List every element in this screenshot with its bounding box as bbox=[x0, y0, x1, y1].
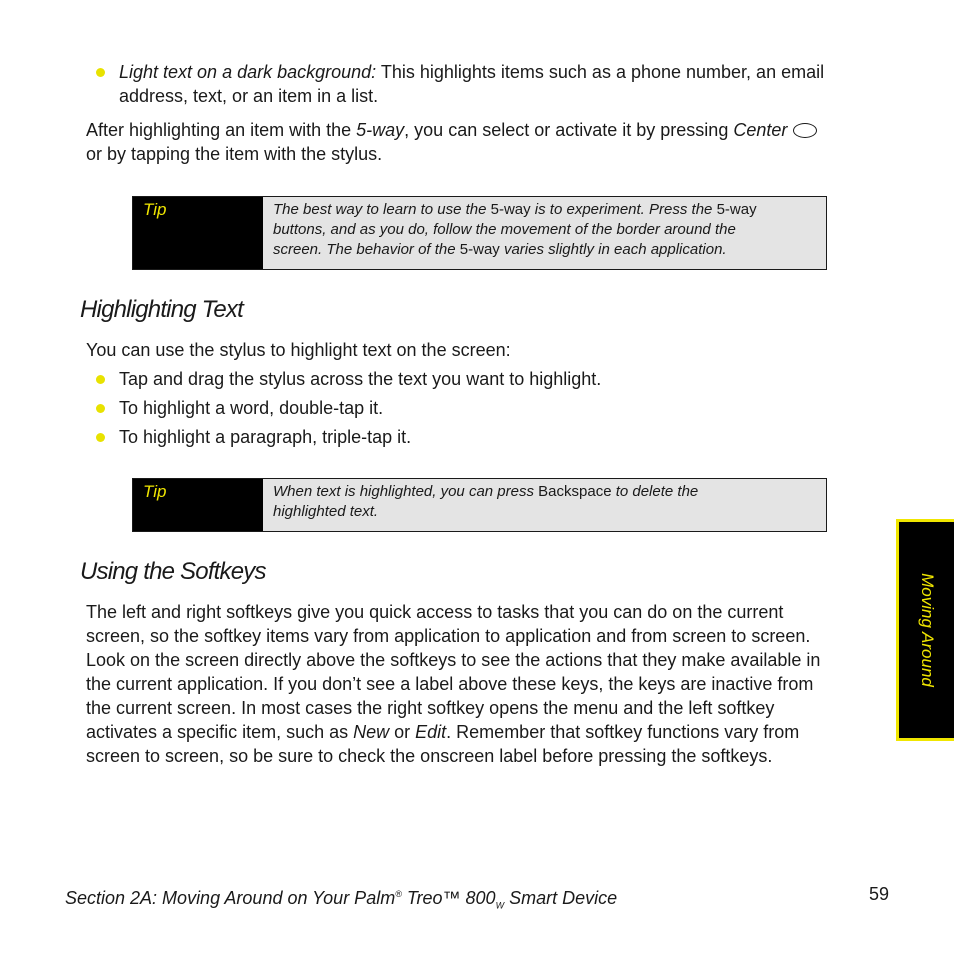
footer-title: Section 2A: Moving Around on Your Palm® Treo™ $800_W$ Smart Device bbox=[65, 888, 618, 911]
tip-box bbox=[132, 196, 827, 270]
tip-label: Tip bbox=[133, 479, 263, 531]
page-number: 59 bbox=[868, 884, 889, 904]
page-footer bbox=[65, 882, 889, 918]
bullet-label: Light text on a dark background: bbox=[119, 62, 377, 82]
chapter-side-tab bbox=[896, 519, 954, 741]
section-intro: You can use the stylus to highlight text on the screen: bbox=[86, 340, 511, 360]
bullet-dot-icon bbox=[96, 404, 105, 413]
after-highlight-paragraph: After highlighting an item with the 5-way, you can select or activate it by pressing Center or by tapping the item with the stylus. bbox=[86, 118, 896, 166]
bullet-item: Light text on a dark background: This highlights items such as a phone number, an email address, text, or an item in a list. bbox=[96, 60, 896, 108]
bullet-dot-icon bbox=[96, 433, 105, 442]
section-heading: Highlighting Text bbox=[80, 296, 243, 323]
bullet-dot-icon bbox=[96, 375, 105, 384]
softkeys-paragraph: The left and right softkeys give you quick access to tasks that you can do on the current screen, so the softkey items vary from application to application and from screen to screen. Look on the screen directly above the softkeys to see the actions that they make available in the current application. If you don’t see a label above these keys, the keys are inactive from the current screen. In most cases the right softkey opens the menu and the left softkey activates a specific item, such as New or Edit. Remember that softkey functions vary from screen to screen, so be sure to check the onscreen label before pressing the softkeys. bbox=[86, 602, 821, 766]
tip-body: The best way to learn to use the 5-way is to experiment. Press the 5-way buttons, and as you do, follow the movement of the border around the screen. The behavior of the 5-way varies slightly in each application. bbox=[263, 197, 826, 269]
side-tab-label: Moving Around bbox=[917, 573, 937, 687]
tip-body: When text is highlighted, you can press Backspace to delete the highlighted text. bbox=[263, 479, 826, 531]
center-key-icon bbox=[793, 123, 817, 138]
section-heading: Using the Softkeys bbox=[80, 558, 266, 585]
tip-label: Tip bbox=[133, 197, 263, 269]
tip-box bbox=[132, 478, 827, 532]
bullet-dot-icon bbox=[96, 68, 105, 77]
